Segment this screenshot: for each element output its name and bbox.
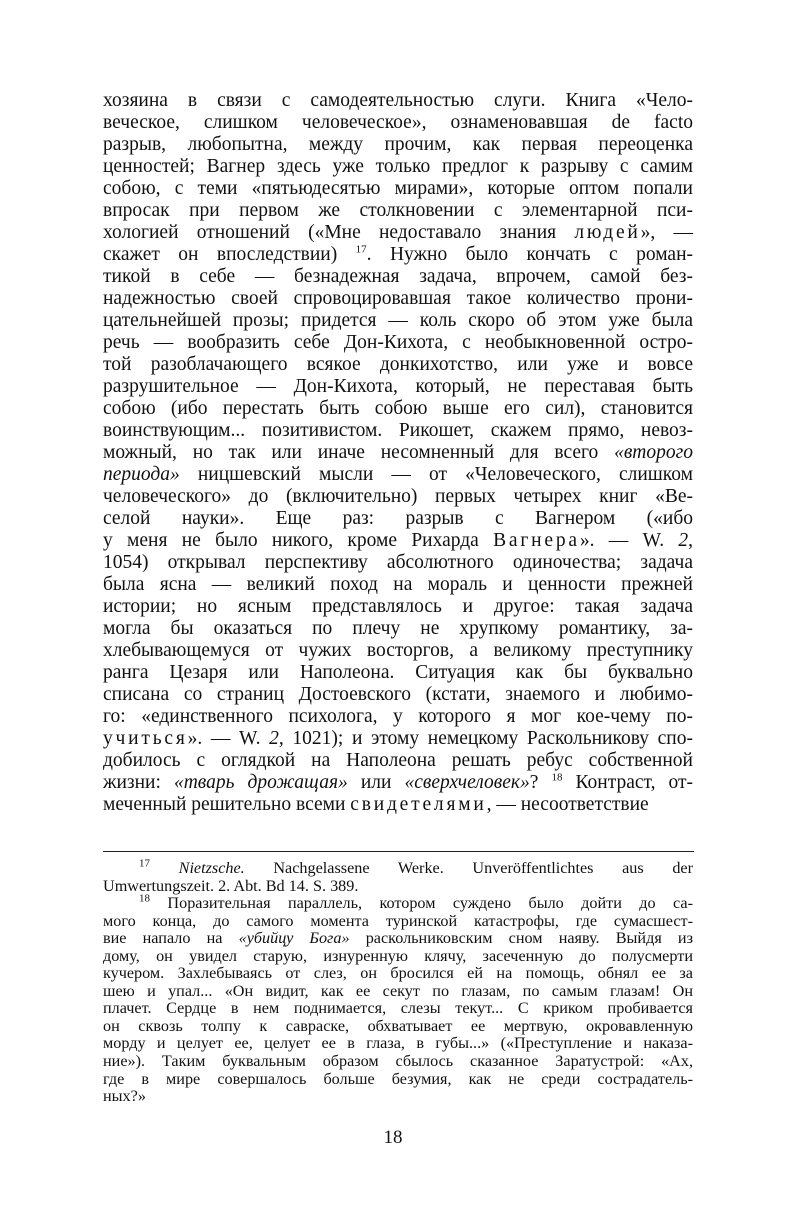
footnotes (103, 857, 693, 1106)
text-line: тикой в себе — безнадежная задача, впрочем, самой без- (103, 266, 693, 287)
footnote-ref-18[interactable]: 18 (551, 771, 563, 784)
footnote-17: $^{17}$ Nietzsche. Nachgelassene Werke. Unveröffentlichtes aus der (139, 857, 693, 877)
text-line: списана со страниц Достоевского (кстати, знаемого и любимо- (103, 684, 693, 705)
text-line: речь — вообразить себе Дон-Кихота, с необыкновенной остро- (103, 332, 693, 353)
text-line: впросак при первом же столкновении с элементарной пси- (103, 200, 693, 221)
text-line: ранга Цезаря или Наполеона. Ситуация как бы буквально (103, 662, 693, 683)
main-text (103, 90, 693, 816)
text-line: ценностей; Вагнер здесь уже только предлог к разрыву с самим (103, 156, 693, 177)
text-line: можный, но так или иначе несомненный для всего «второго (103, 442, 693, 463)
text-line: истории; но ясным представлялось и другое: такая задача (103, 596, 693, 617)
text-line: жизни: «тварь дрожащая» или «сверхчеловек»? $^{18}$ Контраст, от- (103, 771, 694, 793)
footnote-line: вие напало на «убийцу Бога» раскольниковским сном наяву. Выйдя из (103, 929, 693, 948)
footnote-line: шею и упал... «Он видит, как ее секут по глазам, по самым глазам! Он (103, 981, 693, 1000)
text-line: могла бы оказаться по плечу не хрупкому романтику, за- (103, 618, 693, 639)
text-line: собою, с теми «пятьюдесятью мирами», которые оптом попали (103, 178, 693, 199)
text-line: меченный решительно всеми свидетелями, — несоответствие (103, 794, 649, 815)
footnote-line: кучером. Захлебываясь от слез, он бросился ей на помощь, обнял ее за (103, 964, 693, 983)
text-line: разрыв, любопытна, между прочим, как первая переоценка (103, 134, 693, 155)
footnote-17-cont: Umwertungszeit. 2. Abt. Bd 14. S. 389. (103, 876, 359, 895)
footnote-line: ние»). Таким буквальным образом сбылось сказанное Заратустрой: «Ах, (103, 1052, 693, 1071)
footnote-line: мого конца, до самого момента туринской катастрофы, где сумасшест- (103, 911, 693, 930)
text-line: человеческого» до (включительно) первых четырех книг «Ве- (103, 486, 693, 507)
text-line: той разоблачающего всякое донкихотство, или уже и вовсе (103, 354, 693, 375)
footnote-line: ных?» (103, 1087, 146, 1106)
footnote-18: $^{18}$ Поразительная параллель, котором суждено было дойти до са- (139, 892, 693, 913)
text-line: периода» ницшевский мысли — от «Человеческого, слишком (103, 464, 693, 485)
footnote-ref-17[interactable]: 17 (355, 243, 367, 256)
text-line: у меня не было никого, кроме Рихарда Вагнера». — W. 2, (103, 530, 693, 551)
text-line: разрушительное — Дон-Кихота, который, не переставая быть (103, 376, 693, 397)
text-line: хозяина в связи с самодеятельностью слуги. Книга «Чело- (103, 90, 693, 111)
footnote-line: он сквозь толпу к савраске, обхватывает ее мертвую, окровавленную (103, 1016, 693, 1035)
footnote-line: дому, он увидел старую, изнуренную клячу, засеченную до полусмерти (103, 946, 693, 965)
text-line: хлебывающемуся от чужих восторгов, а великому преступнику (103, 640, 693, 661)
text-line: собою (ибо перестать быть собою выше его сил), становится (103, 398, 693, 419)
text-line: надежностью своей спровоцировавшая такое количество прони- (103, 288, 693, 309)
text-line: скажет он впоследствии) $^{17}$. Нужно было кончать с роман- (103, 243, 693, 265)
footnote-line: где в мире совершалось больше безумия, как не среди сострадатель- (103, 1069, 693, 1088)
footnote-separator (103, 851, 694, 852)
text-line: добилось с оглядкой на Наполеона решать ребус собственной (103, 750, 693, 771)
text-line: веческое, слишком человеческое», ознаменовавшая de facto (103, 112, 693, 133)
text-line: селой науки». Еще раз: разрыв с Вагнером («ибо (103, 508, 693, 529)
text-line: хологией отношений («Мне недоставало знания людей», — (103, 222, 694, 243)
page-number: 18 (383, 1127, 403, 1148)
footnote-line: плачет. Сердце в нем поднимается, слезы текут... С криком пробивается (103, 999, 693, 1018)
text-line: 1054) открывал перспективу абсолютного одиночества; задача (103, 552, 693, 573)
text-line: учиться». — W. 2, 1021); и этому немецкому Раскольникову спо- (103, 728, 693, 749)
text-line: была ясна — великий поход на мораль и ценности прежней (103, 574, 693, 595)
text-line: цательнейшей прозы; придется — коль скоро об этом уже была (103, 310, 693, 331)
footnote-line: морду и целует ее, целует ее в глаза, в губы...» («Преступление и наказа- (103, 1034, 693, 1053)
text-line: го: «единственного психолога, у которого я мог кое-чему по- (103, 706, 693, 727)
text-line: воинствующим... позитивистом. Рикошет, скажем прямо, невоз- (103, 420, 693, 441)
